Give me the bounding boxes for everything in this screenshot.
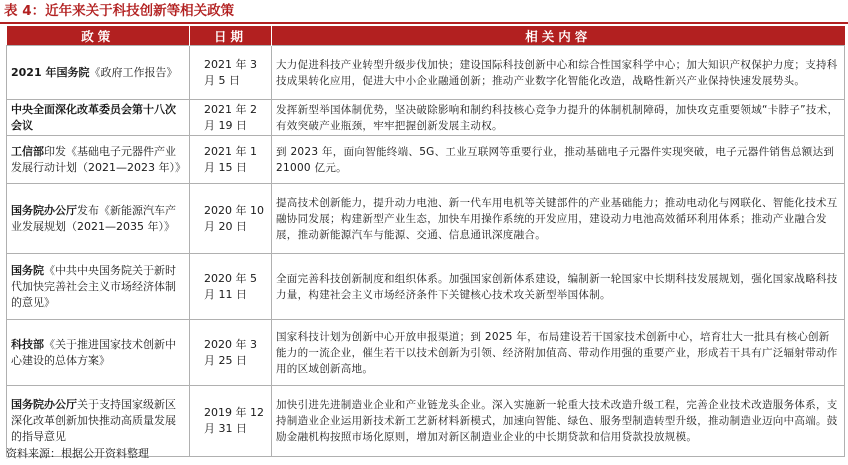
date-cell: 2019 年 12 月 31 日 [190, 386, 272, 457]
policy-org: 2021 年国务院 [11, 65, 90, 79]
table-row [7, 136, 845, 184]
header-policy: 政策 [7, 26, 190, 46]
policy-name: 关于支持国家级新区深化改革创新加快推动高质量发展的指导意见 [11, 398, 176, 443]
header-content: 相关内容 [272, 26, 845, 46]
date-cell: 2020 年 5 月 11 日 [190, 254, 272, 320]
date-cell: 2020 年 10 月 20 日 [190, 184, 272, 254]
table-row [7, 320, 845, 386]
policy-org: 国务院 [11, 263, 44, 277]
date-cell: 2021 年 1 月 15 日 [190, 136, 272, 184]
policy-org: 科技部 [11, 337, 44, 351]
content-cell: 加快引进先进制造业企业和产业链龙头企业。深入实施新一轮重大技术改造升级工程，完善企业技术改造服务体系，支持制造业企业运用新技术新工艺新材料新模式，加速向智能、绿色、服务型制造转型升级，推动制造业迈向中高端。鼓励金融机构按照市场化原则，增加对新区制造业企业的中长期贷款和信用贷款投放规模。 [272, 386, 845, 457]
policy-cell [7, 46, 190, 100]
table-row [7, 46, 845, 100]
policy-name: 《关于推进国家技术创新中心建设的总体方案》 [11, 337, 176, 367]
policy-org: 工信部 [11, 144, 44, 158]
title-divider [0, 22, 848, 24]
policy-name: 印发《基础电子元器件产业发展行动计划（2021—2023 年）》 [11, 144, 186, 174]
policy-name: 发布《新能源汽车产业发展规划（2021—2035 年）》 [11, 203, 176, 233]
table-header-row [7, 26, 845, 46]
date-cell: 2021 年 3 月 5 日 [190, 46, 272, 100]
content-cell: 到 2023 年，面向智能终端、5G、工业互联网等重要行业，推动基础电子元器件实现突破，电子元器件销售总额达到 21000 亿元。 [272, 136, 845, 184]
table-row [7, 184, 845, 254]
header-date: 日期 [190, 26, 272, 46]
policy-table [6, 26, 845, 457]
date-cell: 2020 年 3 月 25 日 [190, 320, 272, 386]
policy-cell [7, 184, 190, 254]
content-cell: 国家科技计划为创新中心开放申报渠道；到 2025 年，布局建设若干国家技术创新中心，培育壮大一批具有核心创新能力的一流企业，催生若干以技术创新为引领、经济附加值高、带动作用强的重要产业，形成若干具有广泛辐射带动作用的区域创新高地。 [272, 320, 845, 386]
policy-name: 《政府工作报告》 [89, 65, 178, 79]
content-cell: 全面完善科技创新制度和组织体系。加强国家创新体系建设，编制新一轮国家中长期科技发展规划，强化国家战略科技力量，构建社会主义市场经济条件下关键核心技术攻关新型举国体制。 [272, 254, 845, 320]
content-cell: 提高技术创新能力，提升动力电池、新一代车用电机等关键部件的产业基础能力；推动电动化与网联化、智能化技术互融协同发展；构建新型产业生态，加快车用操作系统的开发应用，建设动力电池高效循环利用体系；推动产业融合发展，推动新能源汽车与能源、交通、信息通讯深度融合。 [272, 184, 845, 254]
content-cell: 大力促进科技产业转型升级步伐加快；建设国际科技创新中心和综合性国家科学中心；加大知识产权保护力度；支持科技成果转化应用，促进大中小企业融通创新；推动产业数字化智能化改造，战略性新兴产业保持快速发展势头。 [272, 46, 845, 100]
policy-cell [7, 320, 190, 386]
table-row [7, 254, 845, 320]
policy-org: 中央全面深化改革委员会第十八次会议 [11, 102, 176, 132]
policy-cell [7, 254, 190, 320]
policy-cell [7, 100, 190, 136]
table-row [7, 100, 845, 136]
policy-name: 《中共中央国务院关于新时代加快完善社会主义市场经济体制的意见》 [11, 263, 176, 309]
table-title: 表 4：近年来关于科技创新等相关政策 [4, 3, 235, 19]
content-cell: 发挥新型举国体制优势，坚决破除影响和制约科技核心竞争力提升的体制机制障碍，加快攻克重要领域“卡脖子”技术，有效突破产业瓶颈，牢牢把握创新发展主动权。 [272, 100, 845, 136]
source-note: 资料来源：根据公开资料整理 [6, 447, 149, 460]
date-cell: 2021 年 2 月 19 日 [190, 100, 272, 136]
policy-org: 国务院办公厅 [11, 203, 77, 217]
policy-cell [7, 136, 190, 184]
policy-org: 国务院办公厅 [11, 398, 77, 411]
